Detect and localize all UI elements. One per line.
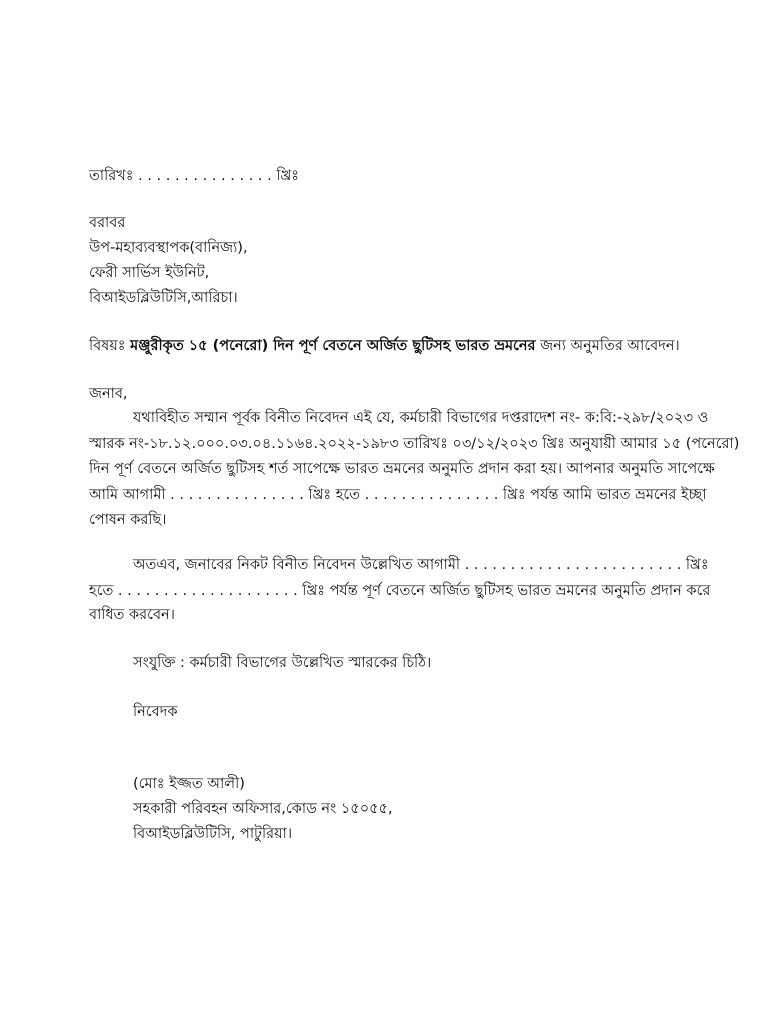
paragraph1-line1: যথাবিহীত সম্মান পূর্বক বিনীত নিবেদন এই যে, কর্মচারী বিভাগের দপ্তরাদেশ নং- ক:বি:-২৯৮/২০২৩ ও [133,410,709,426]
sender-designation: সহকারী পরিবহন অফিসার,কোড নং ১৫০৫৫, [133,801,393,817]
subject-rest-text: জন্য অনুমতির আবেদন। [535,338,680,354]
closing-line: নিবেদক [133,704,178,720]
sender-name: (মোঃ ইজ্জত আলী) [133,776,245,792]
recipient-unit: ফেরী সার্ভিস ইউনিট, [89,265,210,281]
paragraph2-line1: অতএব, জনাবের নিকট বিনীত নিবেদন উল্লেখিত আগামী . . . . . . . . . . . . . . . . . . . . . . . . খ্রিঃ [133,557,709,573]
attachment-line: সংযুক্তি : কর্মচারী বিভাগের উল্লেখিত স্মারকের চিঠি। [133,655,432,671]
paragraph1-line3: দিন পূর্ণ বেতনে অর্জিত ছুটিসহ শর্ত সাপেক্ষে ভারত ভ্রমনের অনুমতি প্রদান করা হয়। আপনার অনুমতি সাপেক্ষে [89,461,715,477]
paragraph1-line5: পোষন করছি। [89,512,167,528]
paragraph1-line4: আমি আগামী . . . . . . . . . . . . . . . খ্রিঃ হতে . . . . . . . . . . . . . . . খ্রিঃ পর্যন্ত আমি ভারত ভ্রমনের ইচ্ছা [89,487,707,503]
subject-bold-text: মঞ্জুরীকৃত ১৫ (পনেরো) দিন পূর্ণ বেতনে অর্জিত ছুটিসহ ভারত ভ্রমনের [130,338,536,354]
paragraph2-line2: হতে . . . . . . . . . . . . . . . . . . . . খ্রিঃ পর্যন্ত পূর্ণ বেতনে অর্জিত ছুটিসহ ভারত ভ্রমনের অনুমতি প্রদান করে [89,583,711,599]
paragraph1-line2: স্মারক নং-১৮.১২.০০০.০৩.০৪.১১৬৪.২০২২-১৯৮৩ তারিখঃ ০৩/১২/২০২৩ খ্রিঃ অনুযায়ী আমার ১৫ (পনেরো) [89,436,740,452]
date-line: তারিখঃ . . . . . . . . . . . . . . . খ্রিঃ [89,168,300,184]
paragraph2-line3: বাধিত করবেন। [89,607,175,623]
sender-organization: বিআইডব্লিউটিসি, পাটুরিয়া। [133,826,293,842]
recipient-organization: বিআইডব্লিউটিসি,আরিচা। [89,290,238,306]
recipient-designation: উপ-মহাব্যবস্থাপক(বানিজ্য), [89,240,248,256]
subject-line [89,336,680,356]
subject-label: বিষয়ঃ [89,338,126,354]
greeting: জনাব, [89,386,128,402]
recipient-salutation: বরাবর [89,215,126,231]
